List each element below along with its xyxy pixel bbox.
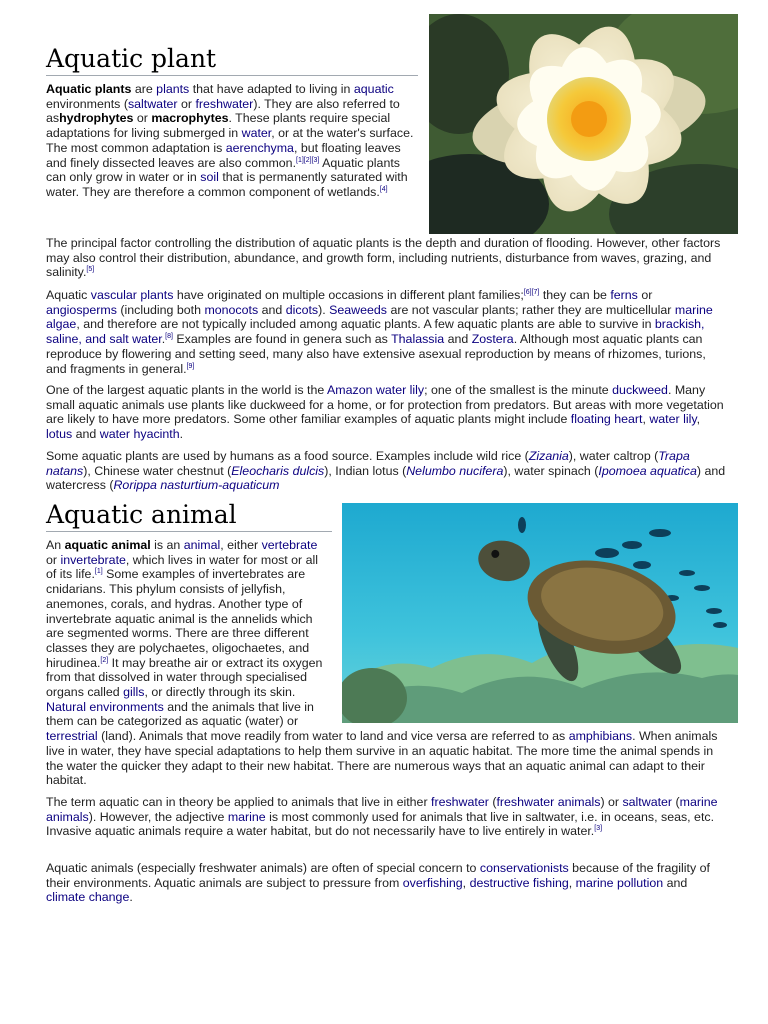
link-amphibians[interactable]: amphibians (568, 729, 633, 744)
term-aquatic-animal: aquatic animal (64, 538, 151, 552)
text: One of the largest aquatic plants in the world is the (46, 383, 328, 397)
link-zostera[interactable]: Zostera (471, 332, 514, 347)
text: and (258, 302, 286, 317)
text: and the animals that live in them can be categorized as aquatic (water) or (46, 699, 314, 729)
text: , (642, 412, 650, 427)
link-conservationists[interactable]: conservationists (479, 861, 569, 875)
text: , (462, 875, 470, 890)
text: , and therefore are not typically included among aquatic plants. A few aquatic plants are able to survive in (76, 317, 655, 332)
link-saltwater[interactable]: saltwater (127, 96, 178, 111)
text: Aquatic animals (especially freshwater animals) are often of special concern to (46, 861, 480, 875)
citation[interactable]: [4] (379, 185, 388, 193)
link-water[interactable]: water (241, 126, 272, 141)
link-seaweeds[interactable]: Seaweeds (329, 302, 387, 317)
link-amazon-water-lily[interactable]: Amazon water lily (327, 383, 425, 397)
link-freshwater[interactable]: freshwater (195, 96, 254, 111)
text: are (131, 82, 157, 96)
link-climate-change[interactable]: climate change (46, 890, 130, 905)
citation[interactable]: [3] (594, 825, 603, 833)
text: ). They are also referred to as (46, 96, 400, 126)
animal-paragraph-1 (46, 538, 726, 788)
citation[interactable]: [9] (186, 362, 195, 370)
link-freshwater-animals[interactable]: freshwater animals (496, 795, 601, 809)
text: (land). Animals that move readily from water to land and vice versa are referred to as (97, 729, 569, 744)
text: , which lives in water for most or all of its life. (46, 552, 319, 582)
link-lotus[interactable]: lotus (46, 427, 73, 442)
link-marine-algae[interactable]: marine algae (46, 302, 713, 332)
text: . (129, 890, 133, 905)
text: that is permanently saturated with water. They are therefore a common component of wetlands. (46, 170, 408, 199)
text: . (179, 427, 184, 442)
link-marine[interactable]: marine (227, 809, 266, 824)
text: because of the fragility of their environments. Aquatic animals are subject to pressure from (46, 861, 710, 890)
image-float-spacer (330, 538, 726, 724)
text: Aquatic (46, 288, 91, 302)
link-ipomoea-aquatica[interactable] (598, 464, 697, 478)
term-aquatic-plants: Aquatic plants (46, 82, 132, 96)
animal-paragraph-2 (46, 795, 726, 839)
text: ), water spinach ( (503, 463, 599, 478)
text: , or directly through its skin. (144, 685, 296, 700)
citation[interactable]: [5] (86, 266, 95, 274)
link-invertebrate[interactable]: invertebrate (60, 552, 126, 567)
text: Nelumbo nucifera (406, 463, 504, 478)
text: ( (672, 795, 680, 809)
plant-paragraph-4 (46, 383, 726, 442)
citation[interactable]: [8] (165, 333, 173, 341)
citation[interactable]: [1] (94, 568, 103, 576)
text: ). (318, 302, 330, 317)
text: ( (488, 795, 497, 809)
text: , but floating leaves and finely dissected leaves are also common. (46, 140, 401, 170)
text: Trapa natans (46, 449, 690, 478)
text: and (444, 332, 472, 347)
link-zizania[interactable] (529, 449, 569, 463)
term-hydrophytes: hydrophytes (59, 111, 134, 126)
text: . Although most aquatic plants can reproduce by flowering and setting seed, many also have extensive asexual reproduction by means of rhizomes, turions, and fragments in general. (46, 332, 706, 376)
link-water-lily[interactable]: water lily (649, 412, 697, 427)
link-brackish-saline-salt-water[interactable]: brackish, saline, and salt water (46, 317, 705, 347)
water-lily-photo (429, 14, 738, 234)
link-monocots[interactable]: monocots (204, 302, 259, 317)
text: Eleocharis dulcis (231, 463, 325, 478)
link-destructive-fishing[interactable]: destructive fishing (469, 875, 569, 890)
text: (including both (116, 302, 205, 317)
text: Rorippa nasturtium-aquaticum (113, 478, 280, 493)
plant-paragraph-1 (46, 82, 418, 200)
plant-paragraph-3 (46, 288, 726, 376)
text: Aquatic plants can only grow in water or in (46, 155, 400, 185)
text: ; one of the smallest is the minute (424, 383, 613, 397)
text: and (72, 427, 100, 442)
citation[interactable]: [2] (100, 656, 109, 664)
text: It may breathe air or extract its oxygen from that dissolved in water through specialised organs called (46, 655, 323, 700)
text: ), Indian lotus ( (324, 463, 407, 478)
link-saltwater[interactable]: saltwater (622, 795, 673, 809)
term-macrophytes: macrophytes (151, 111, 229, 126)
link-thalassia[interactable]: Thalassia (391, 332, 445, 347)
text: and (663, 875, 688, 890)
text: , (568, 875, 576, 890)
link-ferns[interactable]: ferns (610, 288, 638, 302)
text: . Many small aquatic animals use plants like duckweed for a home, or for protection from predators. But areas with more vegetation are likely to have more predators. Some other familiar examples of aquatic plants might include (46, 383, 724, 427)
plant-paragraph-2 (46, 236, 726, 280)
link-plants[interactable]: plants (156, 82, 190, 96)
link-freshwater[interactable]: freshwater (431, 795, 489, 809)
text: have originated on multiple occasions in different plant families; (173, 288, 524, 302)
text: An (46, 538, 65, 552)
link-soil[interactable]: soil (200, 170, 219, 185)
link-aquatic[interactable]: aquatic (353, 82, 394, 96)
citation[interactable]: [6][7] (523, 289, 540, 296)
text: Some examples of invertebrates are cnidarians. This phylum consists of jellyfish, anemones, corals, and hydras. Another type of invertebrate aquatic animal is the annelids which are segmented worms. There are three different classes they are polychaetes, oligochaetes, and hirudinea. (46, 567, 313, 670)
text: ) or (600, 795, 623, 809)
link-vascular-plants[interactable]: vascular plants (90, 288, 174, 302)
link-animal[interactable]: animal (183, 538, 221, 552)
text: environments ( (46, 96, 128, 111)
link-terrestrial[interactable]: terrestrial (46, 729, 98, 744)
text: Ipomoea aquatica (598, 463, 697, 478)
link-marine-pollution[interactable]: marine pollution (575, 875, 664, 890)
animal-paragraph-3 (46, 861, 726, 905)
text: is most commonly used for animals that live in saltwater, i.e. in oceans, seas, etc. Invasive aquatic animals require a water habitat, but do not necessarily have to live entirely in water. (46, 809, 715, 839)
text: , (696, 412, 701, 427)
link-natural-environments[interactable]: Natural environments (46, 699, 164, 714)
text: that have adapted to living in (189, 82, 354, 96)
text: are not vascular plants; rather they are multicellular (387, 302, 675, 317)
text: or (177, 96, 196, 111)
text: Some aquatic plants are used by humans as a food source. Examples include wild rice ( (46, 449, 529, 463)
text: . These plants require special adaptations for living submerged in (46, 111, 391, 141)
text: or (133, 111, 152, 126)
text: , either (220, 538, 262, 552)
text: , or at the water's surface. The most common adaptation is (46, 126, 414, 155)
text: ), water caltrop ( (568, 449, 659, 463)
link-gills[interactable]: gills (123, 685, 145, 700)
text: ), Chinese water chestnut ( (83, 463, 232, 478)
link-eleocharis-dulcis[interactable] (231, 464, 324, 478)
text: or (46, 552, 61, 567)
text: is an (150, 538, 184, 552)
link-floating-heart[interactable]: floating heart (570, 412, 643, 427)
link-marine-animals[interactable]: marine animals (46, 795, 718, 824)
link-rorippa-nasturtium-aquaticum[interactable] (113, 478, 279, 492)
plant-paragraph-5 (46, 449, 726, 493)
aquatic-plant-heading: Aquatic plant (46, 44, 418, 76)
link-nelumbo-nucifera[interactable] (406, 464, 503, 478)
text: The term aquatic can in theory be applied to animals that live in either (46, 795, 432, 809)
aquatic-animal-heading: Aquatic animal (46, 500, 332, 532)
link-overfishing[interactable]: overfishing (402, 875, 463, 890)
text: they can be (539, 288, 611, 302)
link-dicots[interactable]: dicots (285, 302, 319, 317)
text: . When animals live in water, they have special adaptations to help them survive in an aquatic habitat. The more time the animal spends in the water the quicker they adapt to their new habitat. There are numerous ways that an aquatic animal can adapt to their habitat. (46, 729, 718, 788)
link-angiosperms[interactable]: angiosperms (46, 302, 117, 317)
citation[interactable]: [1][2][3] (296, 156, 320, 164)
text: Examples are found in genera such as (172, 332, 392, 347)
link-macrophytes[interactable] (151, 111, 228, 125)
link-duckweed[interactable]: duckweed (612, 383, 668, 397)
link-vertebrate[interactable]: vertebrate (261, 538, 318, 552)
text: Zizania (528, 449, 569, 463)
text: The principal factor controlling the distribution of aquatic plants is the depth and duration of flooding. However, other factors may also control their distribution, abundance, and growth form, including nutrients, disturbance from waves, grazing, and salinity. (46, 236, 721, 280)
link-aerenchyma[interactable]: aerenchyma (225, 140, 294, 155)
text: or (637, 288, 653, 302)
link-water-hyacinth[interactable]: water hyacinth (99, 427, 180, 442)
text: ) and watercress ( (46, 463, 726, 493)
text: . (161, 332, 166, 347)
text: ). However, the adjective (88, 809, 228, 824)
